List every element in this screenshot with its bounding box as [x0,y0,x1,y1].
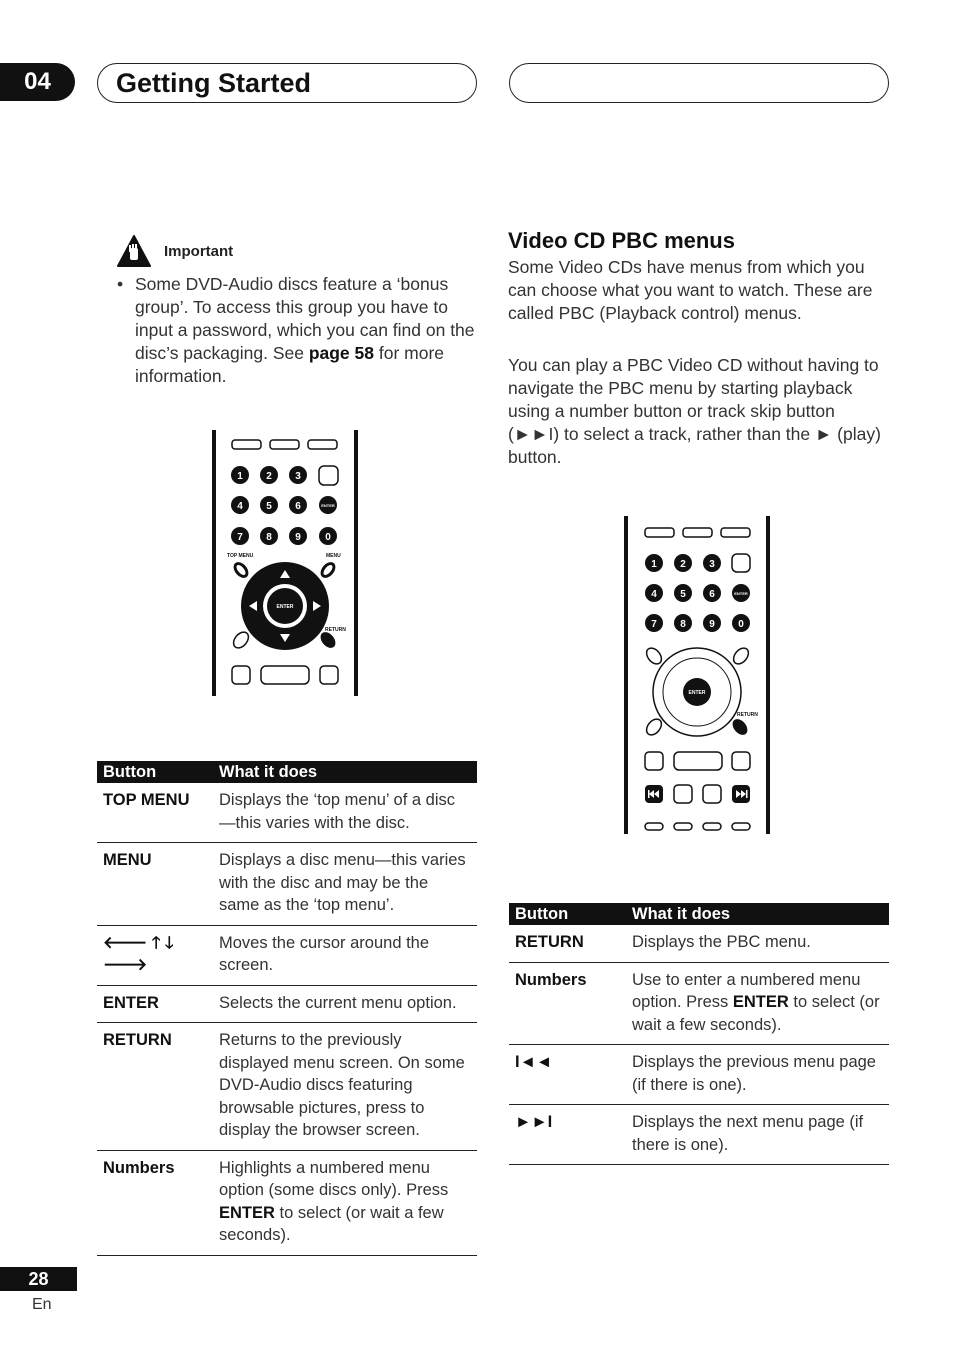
row-desc: Displays the PBC menu. [632,933,811,951]
r2-key-2: 2 [680,559,686,570]
chapter-title-box [97,63,477,103]
row-button: ENTER [103,993,159,1012]
r2-key-7: 7 [651,619,657,630]
header-button: Button [515,904,569,923]
r2-return-label: RETURN [737,712,758,718]
table-row [97,1023,477,1151]
row-desc: Displays the ‘top menu’ of a disc—this varies with the disc. [219,791,456,832]
row-desc: Displays the next menu page (if there is one). [632,1113,864,1154]
remote-illustration-vcd [622,514,772,836]
table-header [509,903,889,925]
header-empty-box [509,63,889,103]
header-what-it-does: What it does [219,762,318,781]
r1-key-9: 9 [295,532,301,543]
remote-illustration-dvd [210,428,360,698]
r2-key-6: 6 [709,589,715,600]
button-table-vcd [509,903,889,1165]
bullet-text: Some DVD-Audio discs feature a ‘bonus group’. To access this group you have to input a password, which you can find on the disc’s packaging. See page 58 for more information. [135,274,475,386]
table-header [97,761,477,783]
r2-key-3: 3 [709,559,715,570]
table-row [509,963,889,1046]
r1-key-1: 1 [237,471,243,482]
r1-key-3: 3 [295,471,301,482]
table-row [97,843,477,926]
section-title: Video CD PBC menus [508,228,735,253]
r1-enter-key: ENTER [321,503,335,508]
section-para-1: Some Video CDs have menus from which you can choose what you want to watch. These are called PBC (Playback control) menus. [508,257,873,323]
row-desc: Returns to the previously displayed menu screen. On some DVD-Audio discs featuring browsable pictures, press to display the browser screen. [219,1031,465,1139]
row-button: Numbers [103,1158,175,1177]
chapter-title: Getting Started [116,68,312,98]
r1-key-2: 2 [266,471,272,482]
section-para-2: You can play a PBC Video CD without having to navigate the PBC menu by starting playback using a number button or track skip button (►►I) to select a track, rather than the ► (play) button. [508,355,881,467]
row-button-arrows: 🡐 🡑 🡓 🡒 [103,933,174,974]
r1-key-8: 8 [266,532,272,543]
table-row [97,986,477,1024]
r2-key-9: 9 [709,619,715,630]
r2-key-1: 1 [651,559,657,570]
bullet-dot: • [117,274,124,294]
row-desc: Displays a disc menu—this varies with the disc and may be the same as the ‘top menu’. [219,851,466,914]
r1-key-0: 0 [325,532,331,543]
r1-enter-center: ENTER [276,604,294,610]
r2-key-5: 5 [680,589,686,600]
row-button: TOP MENU [103,791,190,809]
row-button-next-icon: ►►I [515,1113,553,1131]
page-ref: page 58 [308,343,374,363]
page-number: 28 [0,1267,77,1291]
important-note [116,234,233,268]
row-desc: Highlights a numbered menu option (some discs only). Press ENTER to select (or wait a few seconds). [219,1158,449,1244]
warning-hand-icon [116,234,152,268]
r2-enter-center: ENTER [688,690,706,696]
row-desc: Displays the previous menu page (if there is one). [632,1053,876,1094]
table-row [97,1151,477,1256]
r1-top-menu-label: TOP MENU [227,553,254,559]
page-language: En [32,1296,52,1313]
r1-return-label: RETURN [325,627,346,633]
row-button-prev-icon: I◄◄ [515,1053,553,1071]
r1-key-5: 5 [266,501,272,512]
row-desc: Use to enter a numbered menu option. Press ENTER to select (or wait a few seconds). [632,970,880,1034]
table-row [509,925,889,963]
header-what-it-does: What it does [632,904,731,923]
r2-enter-key: ENTER [734,591,748,596]
row-desc: Selects the current menu option. [219,993,457,1012]
r1-key-6: 6 [295,501,301,512]
r1-key-7: 7 [237,532,243,543]
table-row [97,783,477,843]
table-row [509,1105,889,1165]
row-button: MENU [103,851,152,869]
button-table-dvd [97,761,477,1256]
row-desc: Moves the cursor around the screen. [219,933,430,974]
header-button: Button [103,762,157,781]
chapter-number: 04 [0,63,75,101]
row-button: Numbers [515,970,587,989]
r1-menu-label: MENU [326,553,341,559]
r2-key-8: 8 [680,619,686,630]
table-row [97,926,477,986]
row-button: RETURN [103,1031,172,1049]
important-bullet [117,273,477,388]
r2-key-4: 4 [651,589,657,600]
table-row [509,1045,889,1105]
r1-key-4: 4 [237,501,243,512]
row-button: RETURN [515,933,584,951]
r2-key-0: 0 [738,619,744,630]
important-label: Important [164,242,234,260]
